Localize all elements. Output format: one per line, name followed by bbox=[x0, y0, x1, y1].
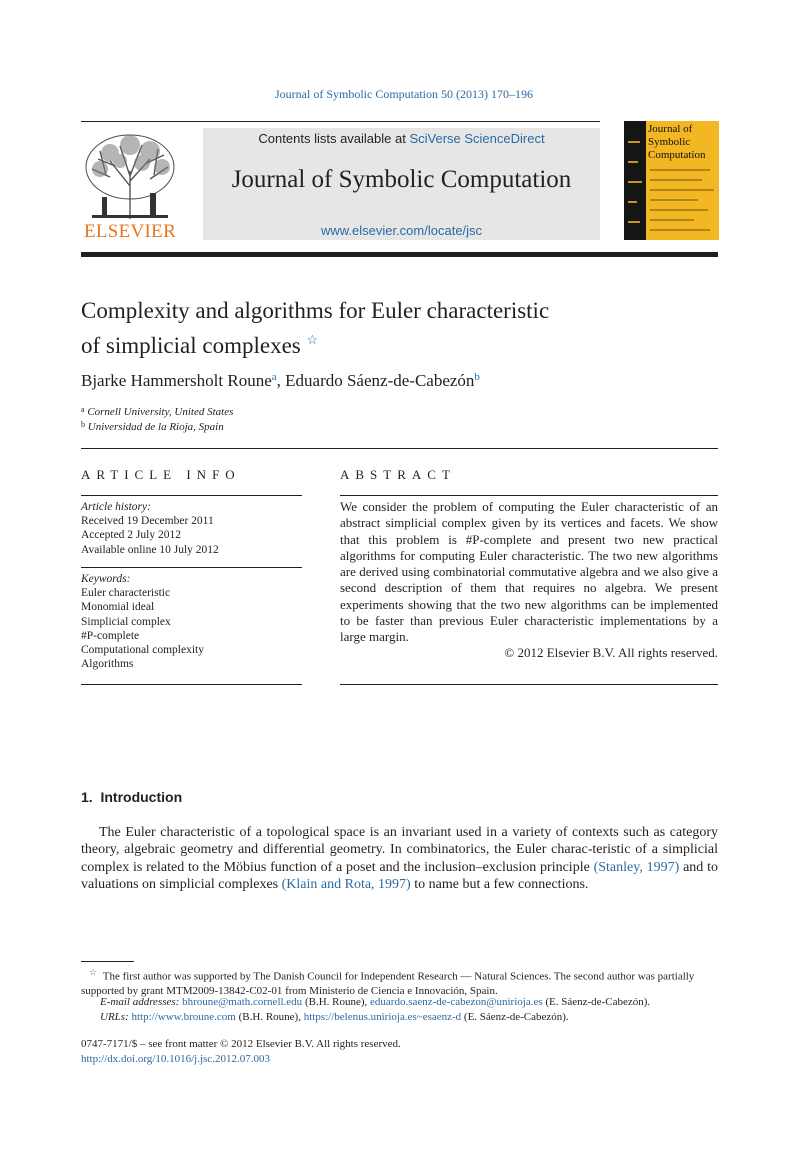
email-owner: (E. Sáenz-de-Cabezón). bbox=[542, 996, 651, 1008]
affiliation bbox=[81, 420, 224, 433]
funding-footnote bbox=[81, 965, 718, 999]
header-top-rule bbox=[81, 121, 600, 122]
contents-prefix: Contents lists available at bbox=[258, 131, 410, 146]
elsevier-tree-icon bbox=[80, 131, 180, 223]
url-link[interactable]: https://belenus.unirioja.es~esaenz-d bbox=[303, 1011, 462, 1023]
section-heading bbox=[81, 789, 182, 805]
journal-cover bbox=[624, 121, 719, 240]
affiliation-text: Cornell University, United States bbox=[87, 406, 234, 418]
keywords-rule bbox=[81, 567, 302, 568]
title-line-2: of simplicial complexes bbox=[81, 333, 301, 358]
intro-text: to name but a few connections. bbox=[410, 877, 589, 893]
abstract-copyright: © 2012 Elsevier B.V. All rights reserved. bbox=[504, 645, 718, 660]
article-info-heading: ARTICLE INFO bbox=[81, 467, 241, 482]
journal-url-link[interactable]: www.elsevier.com/locate/jsc bbox=[320, 223, 483, 238]
section-title: Introduction bbox=[100, 789, 183, 805]
footnote-star[interactable]: ☆ bbox=[89, 967, 98, 977]
intro-text: and to valuations on simplicial complexes bbox=[81, 859, 718, 893]
keyword-item: #P-complete bbox=[81, 629, 140, 642]
author-separator: , bbox=[276, 371, 286, 390]
journal-reference[interactable]: Journal of Symbolic Computation 50 (2013) 170–196 bbox=[275, 87, 533, 101]
keyword-item: Monomial ideal bbox=[81, 601, 155, 614]
issn-line: 0747-7171/$ – see front matter © 2012 Elsevier B.V. All rights reserved. bbox=[81, 1038, 401, 1050]
contents-line bbox=[203, 131, 600, 146]
affiliation-text: Universidad de la Rioja, Spain bbox=[87, 421, 224, 433]
email-link[interactable]: eduardo.saenz-de-cabezon@unirioja.es bbox=[370, 996, 543, 1008]
journal-banner bbox=[203, 128, 600, 240]
url-owner: (B.H. Roune), bbox=[235, 1011, 304, 1023]
email-footnote bbox=[81, 995, 718, 1010]
intro-text: The Euler characteristic of a topological space is an invariant used in a variety of contexts such as category theory, algebraic geometry and differential geometry. In combinatorics, the Euler charac-teristic of a simplicial complex is related to the Möbius function of a poset and the inclusion–exclusion principle bbox=[81, 825, 718, 875]
article-info-rule bbox=[81, 495, 302, 496]
footnote-rule bbox=[81, 961, 134, 962]
title-line-1: Complexity and algorithms for Euler characteristic bbox=[81, 298, 550, 323]
history-item: Available online 10 July 2012 bbox=[81, 543, 219, 556]
history-item: Received 19 December 2011 bbox=[81, 515, 214, 528]
article-info-bottom-rule bbox=[81, 684, 302, 685]
header-thick-rule bbox=[81, 252, 718, 257]
cover-title-line: Journal of bbox=[648, 123, 693, 135]
journal-title: Journal of Symbolic Computation bbox=[231, 166, 572, 193]
article-history bbox=[81, 500, 302, 557]
author-affiliation-marker[interactable]: a bbox=[271, 371, 277, 383]
cover-title-line: Symbolic bbox=[648, 136, 691, 148]
citation-link[interactable]: (Klain and Rota, 1997) bbox=[281, 877, 411, 893]
sciencedirect-link[interactable]: SciVerse ScienceDirect bbox=[409, 131, 545, 146]
keywords-label: Keywords: bbox=[81, 573, 131, 585]
urls-label: URLs: bbox=[100, 1011, 129, 1023]
funding-text: The first author was supported by The Danish Council for Independent Research — Natural Sciences. The second author was partially supported by grant MTM2009-13842-C02-01 from Ministerio de Ciencia e Innovación, Spain. bbox=[81, 970, 695, 998]
cover-title-line: Computation bbox=[648, 149, 706, 161]
section-number: 1. bbox=[81, 789, 93, 805]
author-name: Bjarke Hammersholt Roune bbox=[81, 371, 272, 390]
keywords-block bbox=[81, 572, 302, 671]
url-link[interactable]: http://www.broune.com bbox=[131, 1011, 236, 1023]
publisher-wordmark: ELSEVIER bbox=[83, 221, 177, 242]
affiliation bbox=[81, 405, 233, 418]
citation-link[interactable]: (Stanley, 1997) bbox=[593, 859, 680, 875]
email-link[interactable]: bhroune@math.cornell.edu bbox=[182, 996, 303, 1008]
url-footnote bbox=[81, 1010, 718, 1025]
author-name: Eduardo Sáenz-de-Cabezón bbox=[285, 371, 475, 390]
doi-link[interactable]: http://dx.doi.org/10.1016/j.jsc.2012.07.003 bbox=[81, 1053, 270, 1065]
abstract-heading: ABSTRACT bbox=[340, 467, 456, 482]
elsevier-logo bbox=[80, 131, 180, 243]
history-item: Accepted 2 July 2012 bbox=[81, 529, 181, 542]
affiliation-marker: a bbox=[81, 405, 85, 414]
affiliation-marker: b bbox=[81, 420, 85, 429]
section-top-rule bbox=[81, 448, 718, 449]
author-affiliation-marker[interactable]: b bbox=[474, 371, 480, 383]
abstract-text: We consider the problem of computing the Euler characteristic of an abstract simplicial complex given by its vertices and facets. We show that this problem is #P-complete and present two new practical algorithms for computing Euler characteristic. The two new algorithms are derived using combinatorial commutative algebra and we also give a second description of them that requires no algebra. We present experiments showing that the two new algorithms can be implemented to be faster than previous Euler characteristic implementations by a large margin. bbox=[340, 499, 718, 645]
keyword-item: Simplicial complex bbox=[81, 615, 171, 628]
abstract-rule bbox=[340, 495, 718, 496]
keyword-item: Computational complexity bbox=[81, 644, 204, 657]
keyword-item: Euler characteristic bbox=[81, 587, 171, 600]
email-owner: (B.H. Roune), bbox=[302, 996, 371, 1008]
abstract-bottom-rule bbox=[340, 684, 718, 685]
title-footnote-star[interactable]: ☆ bbox=[306, 332, 319, 347]
article-title bbox=[81, 296, 721, 360]
intro-paragraph bbox=[81, 824, 718, 894]
url-owner: (E. Sáenz-de-Cabezón). bbox=[461, 1011, 569, 1023]
history-label: Article history: bbox=[81, 501, 151, 513]
author-list bbox=[81, 371, 480, 391]
cover-title bbox=[648, 123, 718, 162]
keyword-item: Algorithms bbox=[81, 658, 134, 671]
email-label: E-mail addresses: bbox=[100, 996, 180, 1008]
